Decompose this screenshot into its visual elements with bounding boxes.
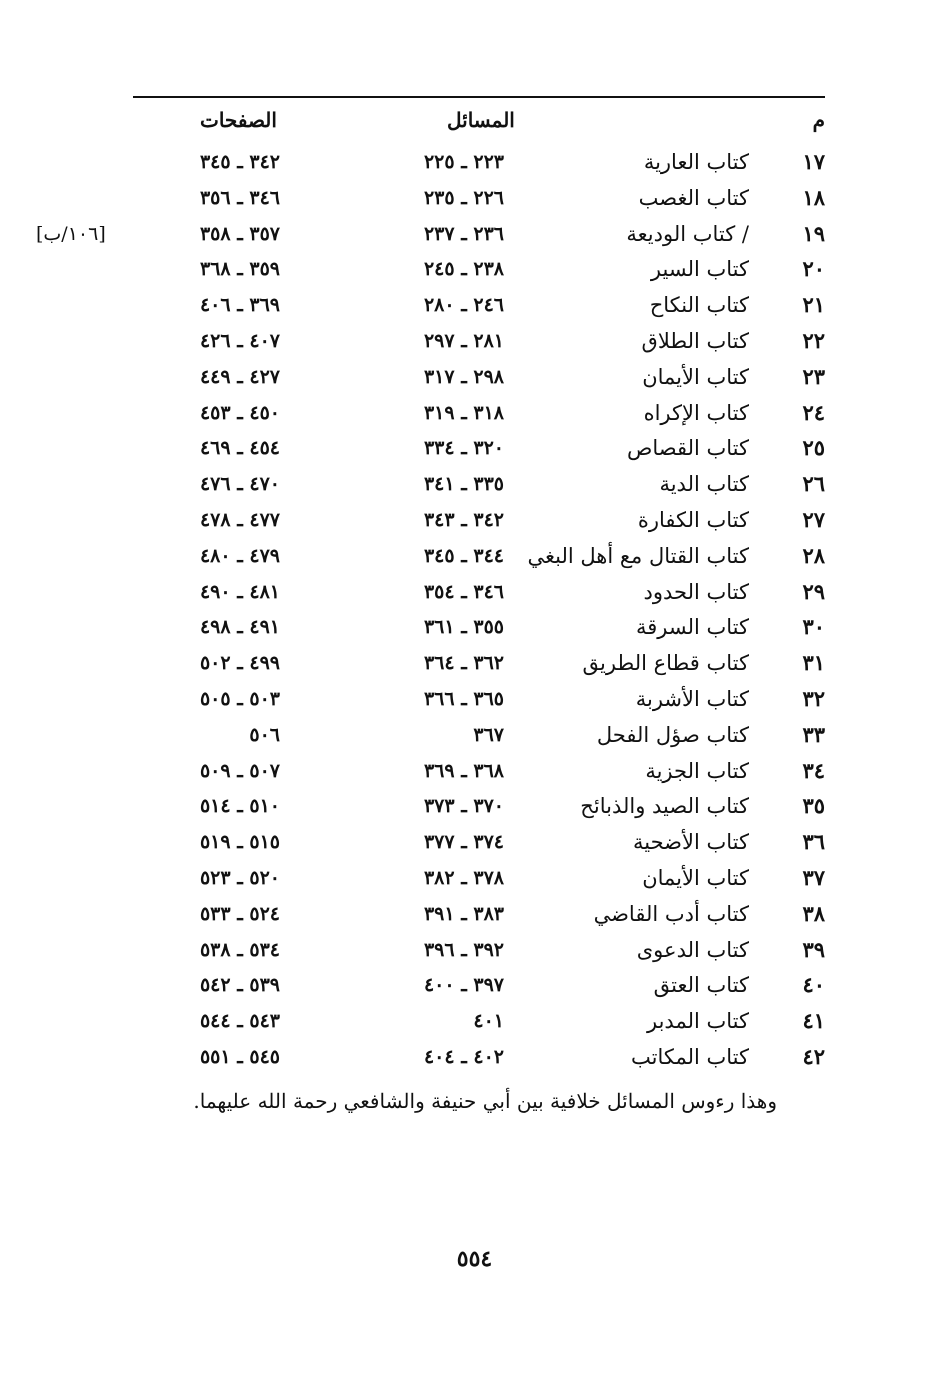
table-row [0,681,949,717]
table-row [0,359,949,395]
row-pages-range: ٥٤٣ ـ ٥٤٤ [199,1010,280,1033]
row-title: كتاب الجزية [645,758,749,783]
table-row [0,538,949,574]
page-number: ٥٥٤ [456,1246,493,1272]
row-masail-range: ٢٨١ ـ ٢٩٧ [423,329,504,352]
table-row [0,430,949,466]
row-masail-range: ٣٤٢ ـ ٣٤٣ [423,508,504,531]
row-number: ٢٢ [802,327,825,353]
row-title: كتاب صؤل الفحل [596,722,749,747]
row-pages-range: ٥٣٤ ـ ٥٣٨ [199,938,280,961]
row-pages-range: ٥١٠ ـ ٥١٤ [199,795,280,818]
row-number: ١٨ [802,184,825,210]
row-number: ٣٥ [802,793,825,819]
row-masail-range: ٢٩٨ ـ ٣١٧ [423,365,504,388]
row-title: كتاب النكاح [649,293,749,318]
row-masail-range: ٣٣٥ ـ ٣٤١ [423,473,504,496]
row-number: ٣٧ [802,864,825,890]
row-number: ٢٣ [802,363,825,389]
row-masail-range: ٢٣٦ ـ ٢٣٧ [423,222,504,245]
row-title: كتاب الأيمان [642,865,749,890]
table-top-rule [133,96,825,98]
row-masail-range: ٣٨٣ ـ ٣٩١ [423,902,504,925]
row-masail-range: ٣٦٨ ـ ٣٦٩ [423,759,504,782]
table-row [0,574,949,610]
table-row [0,967,949,1003]
row-number: ٢٩ [802,578,825,604]
row-number: ٢٦ [802,471,825,497]
row-title: كتاب الإكراه [643,400,749,425]
row-title: كتاب القتال مع أهل البغي [527,543,749,568]
row-title: كتاب الطلاق [641,328,749,353]
row-title: كتاب الغصب [638,185,749,210]
row-pages-range: ٣٤٢ ـ ٣٤٥ [199,151,280,173]
row-masail-range: ٣٧٨ ـ ٣٨٢ [423,866,504,889]
row-pages-range: ٤٥٠ ـ ٤٥٣ [199,401,280,424]
index-table [0,144,949,1075]
table-row [0,323,949,359]
row-masail-range: ٣٧٤ ـ ٣٧٧ [423,831,504,854]
row-number: ٣٦ [802,829,825,855]
row-pages-range: ٣٦٩ ـ ٤٠٦ [199,294,280,317]
table-row [0,609,949,645]
row-pages-range: ٤٨١ ـ ٤٩٠ [199,580,280,603]
row-title: كتاب أدب القاضي [593,901,749,926]
row-pages-range: ٣٥٩ ـ ٣٦٨ [199,258,280,281]
row-title: / كتاب الوديعة [626,221,749,246]
row-number: ٣٤ [802,757,825,783]
row-masail-range: ٢٢٣ ـ ٢٢٥ [423,151,504,173]
row-title: كتاب الأيمان [642,364,749,389]
row-title: كتاب المكاتب [630,1044,749,1069]
header-number: م [812,108,825,132]
row-masail-range: ٣٩٧ ـ ٤٠٠ [423,974,504,997]
row-number: ١٧ [802,149,825,174]
footer-note: وهذا رءوس المسائل خلافية بين أبي حنيفة والشافعي رحمة الله عليهما. [193,1089,777,1113]
table-row [0,180,949,216]
header-pages: الصفحات [200,108,277,132]
row-title: كتاب الصيد والذبائح [580,794,749,819]
row-pages-range: ٥١٥ ـ ٥١٩ [199,831,280,854]
row-pages-range: ٣٤٦ ـ ٣٥٦ [199,186,280,209]
row-number: ٢٤ [802,399,825,425]
table-row [0,287,949,323]
row-pages-range: ٤٧٩ ـ ٤٨٠ [199,544,280,567]
row-title: كتاب قطاع الطريق [582,651,749,676]
table-row [0,824,949,860]
row-number: ٤١ [802,1008,825,1034]
row-pages-range: ٥٠٦ [249,723,280,746]
table-row [0,216,949,252]
row-title: كتاب الأشربة [635,686,749,711]
row-pages-range: ٤٢٧ ـ ٤٤٩ [199,365,280,388]
row-title: كتاب الدية [659,472,749,497]
row-masail-range: ٣٩٢ ـ ٣٩٦ [423,938,504,961]
table-row [0,753,949,789]
row-number: ٢٨ [802,542,825,568]
row-number: ٢١ [802,292,825,318]
row-title: كتاب الدعوى [636,937,749,962]
row-number: ٤٠ [802,972,825,998]
row-masail-range: ٣٢٠ ـ ٣٣٤ [423,437,504,460]
row-number: ٣٩ [802,936,825,962]
header-masail: المسائل [447,108,515,132]
table-row [0,788,949,824]
row-number: ٣٨ [802,900,825,926]
row-masail-range: ٣٤٦ ـ ٣٥٤ [423,580,504,603]
row-pages-range: ٥٢٤ ـ ٥٣٣ [199,902,280,925]
table-row [0,1003,949,1039]
table-row [0,395,949,431]
row-number: ٢٥ [802,435,825,461]
row-pages-range: ٣٥٧ ـ ٣٥٨ [199,222,280,245]
row-masail-range: ٣٥٥ ـ ٣٦١ [423,616,504,639]
table-row [0,144,949,180]
row-pages-range: ٥٢٠ ـ ٥٢٣ [199,866,280,889]
row-masail-range: ٣٦٧ [473,723,504,746]
table-row [0,502,949,538]
row-title: كتاب العتق [653,973,749,998]
row-masail-range: ٣٦٢ ـ ٣٦٤ [423,652,504,675]
row-number: ٤٢ [802,1043,825,1069]
row-masail-range: ٢٢٦ ـ ٢٣٥ [423,186,504,209]
row-pages-range: ٤٩١ ـ ٤٩٨ [199,616,280,639]
row-pages-range: ٥٣٩ ـ ٥٤٢ [199,974,280,997]
row-masail-range: ٣٧٠ ـ ٣٧٣ [423,795,504,818]
table-row [0,717,949,753]
row-pages-range: ٥٠٧ ـ ٥٠٩ [199,759,280,782]
row-number: ١٩ [802,220,825,246]
row-title: كتاب الكفارة [637,507,749,532]
row-masail-range: ٣٦٥ ـ ٣٦٦ [423,687,504,710]
table-row [0,1039,949,1075]
row-title: كتاب الأضحية [633,830,749,855]
row-masail-range: ٣٤٤ ـ ٣٤٥ [423,544,504,567]
row-masail-range: ٤٠١ [473,1010,504,1033]
row-number: ٣١ [802,650,825,676]
row-title: كتاب الحدود [643,579,749,604]
row-title: كتاب السير [650,257,749,282]
row-pages-range: ٤٩٩ ـ ٥٠٢ [199,652,280,675]
margin-folio-note: [١٠٦/ب] [36,222,106,245]
row-pages-range: ٤٥٤ ـ ٤٦٩ [199,437,280,460]
table-row [0,896,949,932]
row-title: كتاب السرقة [635,615,749,640]
row-pages-range: ٤٧٠ ـ ٤٧٦ [199,473,280,496]
row-number: ٢٧ [802,506,825,532]
row-pages-range: ٤٠٧ ـ ٤٢٦ [199,329,280,352]
row-pages-range: ٥٤٥ ـ ٥٥١ [199,1045,280,1068]
table-row [0,466,949,502]
table-row [0,251,949,287]
row-number: ٣٢ [802,685,825,711]
row-number: ٣٠ [802,614,825,640]
row-pages-range: ٥٠٣ ـ ٥٠٥ [199,687,280,710]
row-masail-range: ٣١٨ ـ ٣١٩ [423,401,504,424]
row-masail-range: ٢٤٦ ـ ٢٨٠ [423,294,504,317]
table-row [0,932,949,968]
row-masail-range: ٢٣٨ ـ ٢٤٥ [423,258,504,281]
table-row [0,860,949,896]
row-masail-range: ٤٠٢ ـ ٤٠٤ [423,1045,504,1068]
row-pages-range: ٤٧٧ ـ ٤٧٨ [199,508,280,531]
row-number: ٣٣ [802,721,825,747]
row-number: ٢٠ [802,256,825,282]
row-title: كتاب المدبر [646,1009,749,1034]
row-title: كتاب العارية [643,150,749,174]
table-row [0,645,949,681]
row-title: كتاب القصاص [626,436,749,461]
